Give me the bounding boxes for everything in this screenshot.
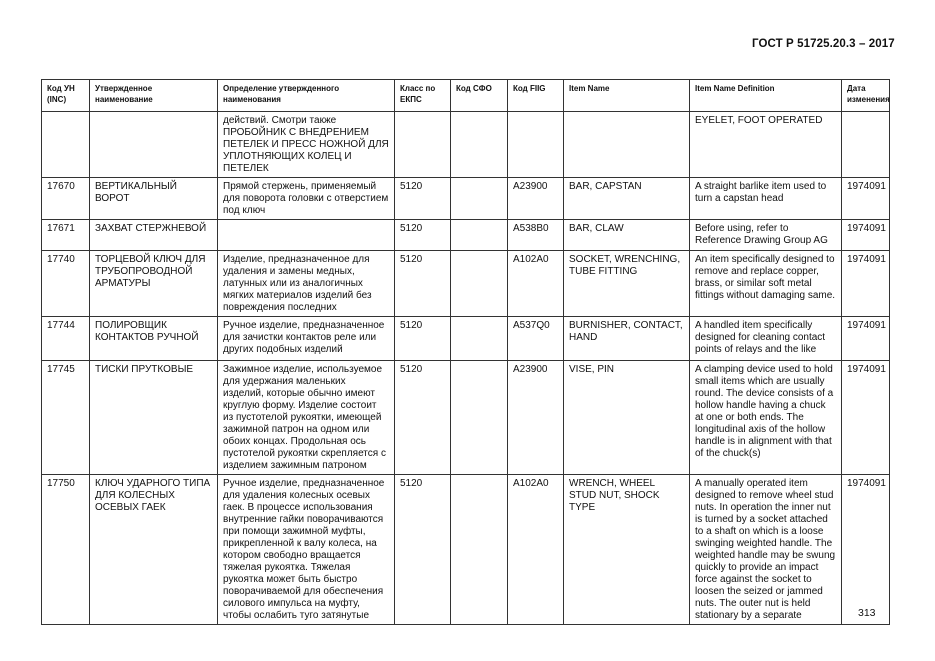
document-header: ГОСТ Р 51725.20.3 – 2017 bbox=[752, 38, 895, 50]
table-header-row bbox=[42, 80, 890, 112]
table-row bbox=[42, 112, 890, 178]
cell-def-ru: Изделие, предназначенное для удаления и замены медных, латунных или из аналогичных мягких материалов изделий без повреждения последних bbox=[218, 251, 395, 317]
col-header-date: Дата изменения bbox=[842, 80, 890, 112]
cell-def-ru: Прямой стержень, применяемый для поворота головки с отверстием под ключ bbox=[218, 178, 395, 220]
cell-fiig bbox=[508, 112, 564, 178]
cell-name-ru: ВЕРТИКАЛЬНЫЙ ВОРОТ bbox=[90, 178, 218, 220]
cell-def-ru: Зажимное изделие, используемое для удержания маленьких изделий, которые обычно имеют круглую форму. Изделие состоит из пустотелой рукоятки, имеющей зажимной патрон на одном или обоих концах. Продольная ось пустотелой рукоятки скрепляется с изделием зажимным патроном bbox=[218, 361, 395, 475]
col-header-item-def: Item Name Definition bbox=[690, 80, 842, 112]
col-header-ekps: Класс по ЕКПС bbox=[395, 80, 451, 112]
col-header-code: Код УН (INC) bbox=[42, 80, 90, 112]
cell-name-ru: ЗАХВАТ СТЕРЖНЕВОЙ bbox=[90, 220, 218, 251]
col-header-sfo: Код СФО bbox=[451, 80, 508, 112]
table-row bbox=[42, 475, 890, 625]
cell-fiig: A537Q0 bbox=[508, 317, 564, 361]
table-row bbox=[42, 361, 890, 475]
cell-date: 1974091 bbox=[842, 220, 890, 251]
cell-item-name: SOCKET, WRENCHING, TUBE FITTING bbox=[564, 251, 690, 317]
cell-fiig: A538B0 bbox=[508, 220, 564, 251]
table-row bbox=[42, 178, 890, 220]
cell-code: 17745 bbox=[42, 361, 90, 475]
cell-code: 17740 bbox=[42, 251, 90, 317]
cell-item-name: BURNISHER, CONTACT, HAND bbox=[564, 317, 690, 361]
cell-code: 17750 bbox=[42, 475, 90, 625]
cell-def-ru: Ручное изделие, предназначенное для зачистки контактов реле или других подобных изделий bbox=[218, 317, 395, 361]
cell-fiig: A102A0 bbox=[508, 251, 564, 317]
cell-sfo bbox=[451, 251, 508, 317]
cell-sfo bbox=[451, 475, 508, 625]
cell-item-def: EYELET, FOOT OPERATED bbox=[690, 112, 842, 178]
page-number: 313 bbox=[858, 607, 876, 619]
cell-item-def: An item specifically designed to remove and replace copper, brass, or similar soft metal fittings without damaging same. bbox=[690, 251, 842, 317]
cell-item-name: VISE, PIN bbox=[564, 361, 690, 475]
cell-code: 17670 bbox=[42, 178, 90, 220]
cell-name-ru: ПОЛИРОВЩИК КОНТАКТОВ РУЧНОЙ bbox=[90, 317, 218, 361]
cell-item-name: BAR, CAPSTAN bbox=[564, 178, 690, 220]
cell-sfo bbox=[451, 317, 508, 361]
cell-date: 1974091 bbox=[842, 178, 890, 220]
cell-ekps: 5120 bbox=[395, 475, 451, 625]
cell-date: 1974091 bbox=[842, 475, 890, 625]
col-header-name-ru: Утвержденное наименование bbox=[90, 80, 218, 112]
cell-item-def: Before using, refer to Reference Drawing Group AG bbox=[690, 220, 842, 251]
cell-date: 1974091 bbox=[842, 251, 890, 317]
cell-ekps: 5120 bbox=[395, 251, 451, 317]
cell-def-ru bbox=[218, 220, 395, 251]
cell-fiig: A23900 bbox=[508, 178, 564, 220]
cell-name-ru: ТИСКИ ПРУТКОВЫЕ bbox=[90, 361, 218, 475]
col-header-item-name: Item Name bbox=[564, 80, 690, 112]
cell-name-ru: КЛЮЧ УДАРНОГО ТИПА ДЛЯ КОЛЕСНЫХ ОСЕВЫХ ГАЕК bbox=[90, 475, 218, 625]
cell-date: 1974091 bbox=[842, 317, 890, 361]
cell-ekps: 5120 bbox=[395, 317, 451, 361]
cell-ekps: 5120 bbox=[395, 178, 451, 220]
cell-sfo bbox=[451, 361, 508, 475]
cell-item-def: A straight barlike item used to turn a capstan head bbox=[690, 178, 842, 220]
cell-fiig: A102A0 bbox=[508, 475, 564, 625]
cell-item-name: BAR, CLAW bbox=[564, 220, 690, 251]
cell-sfo bbox=[451, 112, 508, 178]
cell-item-name: WRENCH, WHEEL STUD NUT, SHOCK TYPE bbox=[564, 475, 690, 625]
cell-name-ru: ТОРЦЕВОЙ КЛЮЧ ДЛЯ ТРУБОПРОВОДНОЙ АРМАТУРЫ bbox=[90, 251, 218, 317]
col-header-fiig: Код FIIG bbox=[508, 80, 564, 112]
cell-code: 17744 bbox=[42, 317, 90, 361]
items-table bbox=[41, 79, 890, 625]
table-row bbox=[42, 317, 890, 361]
cell-code bbox=[42, 112, 90, 178]
cell-sfo bbox=[451, 178, 508, 220]
cell-ekps: 5120 bbox=[395, 361, 451, 475]
cell-ekps bbox=[395, 112, 451, 178]
cell-fiig: A23900 bbox=[508, 361, 564, 475]
cell-name-ru bbox=[90, 112, 218, 178]
cell-item-def: A manually operated item designed to remove wheel stud nuts. In operation the inner nut is turned by a socket attached to a shaft on which is a loose swinging weighted handle. The weighted handle may be swung quickly to provide an impact force against the socket to loosen the seized or jammed nuts. The outer nut is held stationary by a separate bbox=[690, 475, 842, 625]
cell-def-ru: действий. Смотри также ПРОБОЙНИК С ВНЕДРЕНИЕМ ПЕТЕЛЕК И ПРЕСС НОЖНОЙ ДЛЯ УПЛОТНЯЮЩИХ КОЛЕЦ И ПЕТЕЛЕК bbox=[218, 112, 395, 178]
cell-date bbox=[842, 112, 890, 178]
cell-def-ru: Ручное изделие, предназначенное для удаления колесных осевых гаек. В процессе использования внутренние гайки поворачиваются при помощи зажимной муфты, прикрепленной к валу колеса, на котором свободно вращается тяжелая рукоятка. Тяжелая рукоятка может быть быстро поворачиваемой для обеспечения силового импульса на муфту, чтобы ослабить туго затянутые bbox=[218, 475, 395, 625]
table-row bbox=[42, 220, 890, 251]
cell-sfo bbox=[451, 220, 508, 251]
cell-item-name bbox=[564, 112, 690, 178]
table-row bbox=[42, 251, 890, 317]
cell-ekps: 5120 bbox=[395, 220, 451, 251]
cell-item-def: A clamping device used to hold small items which are usually round. The device consists of a hollow handle having a chuck at one or both ends. The longitudinal axis of the hollow handle is in alignment with that of the chuck(s) bbox=[690, 361, 842, 475]
cell-item-def: A handled item specifically designed for cleaning contact points of relays and the like bbox=[690, 317, 842, 361]
cell-code: 17671 bbox=[42, 220, 90, 251]
col-header-def-ru: Определение утвержденного наименования bbox=[218, 80, 395, 112]
cell-date: 1974091 bbox=[842, 361, 890, 475]
